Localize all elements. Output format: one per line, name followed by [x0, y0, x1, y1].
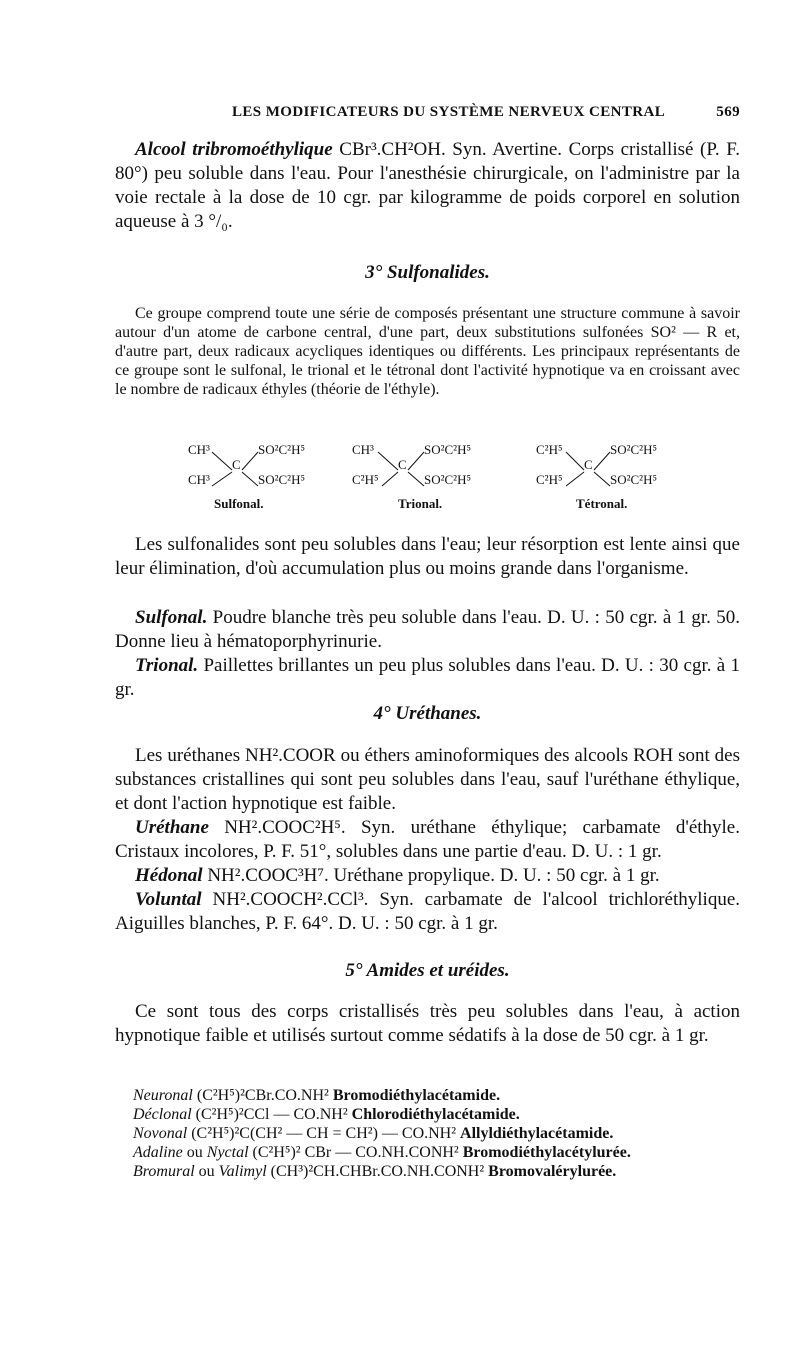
text-alcool: CBr³.CH²OH. Syn. Avertine. Corps cristallisé (P. F. 80°) peu soluble dans l'eau. Pour l'anesthésie chirurgicale, on l'administre par la voie rectale à la dose de 10 cgr. par kilogramme de poids corporel en solution aqueuse à 3 °/₀. — [115, 139, 740, 232]
formula-top-right: SO²C²H⁵ — [258, 442, 306, 457]
compound-name-alt: Valimyl — [218, 1163, 267, 1180]
formula-bottom-right: SO²C²H⁵ — [258, 472, 306, 487]
caption-tetronal: Tétronal. — [576, 496, 628, 511]
term-sulfonal: Sulfonal. — [135, 607, 208, 628]
formula-top-right: SO²C²H⁵ — [610, 442, 658, 457]
term-alcool: Alcool tribromoéthylique — [135, 139, 333, 160]
paragraph-hedonal: Hédonal NH².COOC³H⁷. Uréthane propylique. D. U. : 50 cgr. à 1 gr. — [135, 865, 660, 886]
formula-bottom-right: SO²C²H⁵ — [610, 472, 658, 487]
compound-name: Novonal — [133, 1125, 188, 1142]
compound-name: Adaline — [133, 1144, 183, 1161]
term-voluntal: Voluntal — [135, 889, 202, 910]
term-urethane: Uréthane — [135, 817, 209, 838]
section-3-title: 3° Sulfonalides. — [365, 262, 490, 283]
section-4-title: 4° Uréthanes. — [373, 703, 482, 724]
formula-center: C — [232, 457, 241, 472]
formula-top-left: CH³ — [352, 442, 374, 457]
compound-name-alt: Nyctal — [206, 1144, 249, 1161]
compound-name: Déclonal — [133, 1106, 192, 1123]
running-header — [232, 104, 740, 126]
term-trional: Trional. — [135, 655, 199, 676]
term-hedonal: Hédonal — [135, 865, 203, 886]
page-number: 569 — [716, 104, 740, 120]
paragraph-trional: Trional. Paillettes brillantes un peu plus solubles dans l'eau. D. U. : 30 cgr. à 1 gr. — [115, 655, 740, 700]
formula-top-right: SO²C²H⁵ — [424, 442, 472, 457]
formula-top-left: C²H⁵ — [536, 442, 563, 457]
formula-bottom-left: CH³ — [188, 472, 210, 487]
paragraph-sulfonal: Sulfonal. Poudre blanche très peu soluble dans l'eau. D. U. : 50 cgr. à 1 gr. 50. Donne lieu à hématoporphyrinurie. — [115, 607, 740, 652]
paragraph-sulfonalides: Les sulfonalides sont peu solubles dans l'eau; leur résorption est lente ainsi que leur élimination, d'où accumulation plus ou moins grande dans l'organisme. — [115, 534, 740, 579]
paragraph-urethane: Uréthane NH².COOC²H⁵. Syn. uréthane éthylique; carbamate d'éthyle. Cristaux incolores, P. F. 51°, solubles dans une partie d'eau. D. U. : 1 gr. — [115, 817, 740, 862]
list-item: Adaline ou Nyctal (C²H⁵)² CBr — CO.NH.CONH² Bromodiéthylacétylurée. — [133, 1144, 631, 1161]
formula-center: C — [584, 457, 593, 472]
caption-sulfonal: Sulfonal. — [214, 496, 264, 511]
formula-bottom-left: C²H⁵ — [536, 472, 563, 487]
paragraph-voluntal: Voluntal NH².COOCH².CCl³. Syn. carbamate de l'alcool trichloréthylique. Aiguilles blanches, P. F. 64°. D. U. : 50 cgr. à 1 gr. — [115, 889, 741, 934]
formula-center: C — [398, 457, 407, 472]
compound-name: Neuronal — [133, 1087, 193, 1104]
caption-trional: Trional. — [398, 496, 443, 511]
list-item: Bromural ou Valimyl (CH³)²CH.CHBr.CO.NH.CONH² Bromovalérylurée. — [133, 1163, 617, 1180]
compound-list — [133, 1086, 740, 1181]
formula-bottom-right: SO²C²H⁵ — [424, 472, 472, 487]
formula-top-left: CH³ — [188, 442, 210, 457]
paragraph-urethanes: Les uréthanes NH².COOR ou éthers aminoformiques des alcools ROH sont des substances cristallines qui sont peu solubles dans l'eau, sauf l'uréthane éthylique, et dont l'action hypnotique est faible. — [115, 745, 740, 814]
paragraph-alcool — [115, 138, 740, 234]
list-item: Déclonal (C²H⁵)²CCl — CO.NH² Chlorodiéthylacétamide. — [133, 1106, 520, 1123]
paragraph-groupe: Ce groupe comprend toute une série de composés présentant une structure commune à savoir autour d'un atome de carbone central, d'une part, deux substitutions sulfonées SO² — R et, d'autre part, deux radicaux acycliques identiques ou différents. Les principaux représentants de ce groupe sont le sulfonal, le trional et le tétronal dont l'activité hypnotique va en croissant avec le nombre de radicaux éthyles (théorie de l'éthyle). — [115, 305, 740, 398]
compound-name: Bromural — [133, 1163, 195, 1180]
list-item: Novonal (C²H⁵)²C(CH² — CH = CH²) — CO.NH² Allyldiéthylacétamide. — [133, 1125, 614, 1142]
running-title: LES MODIFICATEURS DU SYSTÈME NERVEUX CENTRAL — [232, 104, 666, 120]
section-5-title: 5° Amides et uréides. — [345, 960, 510, 981]
paragraph-amides: Ce sont tous des corps cristallisés très peu solubles dans l'eau, à action hypnotique faible et utilisés surtout comme sédatifs à la dose de 50 cgr. à 1 gr. — [115, 1001, 740, 1046]
list-item: Neuronal (C²H⁵)²CBr.CO.NH² Bromodiéthylacétamide. — [133, 1087, 501, 1104]
formula-bottom-left: C²H⁵ — [352, 472, 379, 487]
